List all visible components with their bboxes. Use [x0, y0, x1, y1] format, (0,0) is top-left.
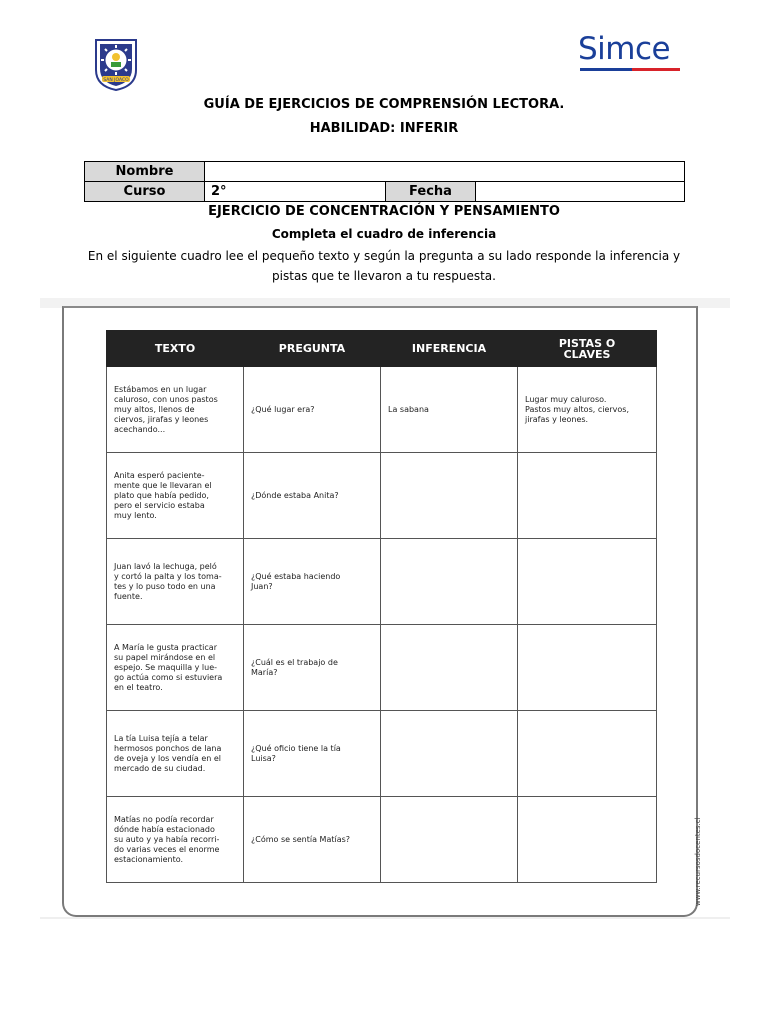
- pregunta-cell: ¿Cómo se sentía Matías?: [244, 797, 381, 883]
- pregunta-cell: ¿Cuál es el trabajo de María?: [244, 625, 381, 711]
- table-row: [107, 797, 657, 883]
- worksheet-shadow-bottom: [40, 917, 730, 919]
- inferencia-cell[interactable]: [381, 453, 518, 539]
- fecha-field[interactable]: [476, 182, 685, 202]
- curso-value: 2°: [205, 182, 386, 202]
- student-info-table: [84, 161, 685, 202]
- crest-text: SAN JOACO: [103, 78, 129, 83]
- header-pistas: PISTAS O CLAVES: [518, 331, 657, 367]
- pistas-cell[interactable]: [518, 453, 657, 539]
- header-inferencia: INFERENCIA: [381, 331, 518, 367]
- watermark-text: www.recursosdocentes.cl: [694, 817, 702, 906]
- exercise-subtitle: Completa el cuadro de inferencia: [271, 227, 497, 241]
- simce-logo-bar-blue: [580, 68, 632, 71]
- table-row: [107, 539, 657, 625]
- pistas-cell[interactable]: Lugar muy caluroso. Pastos muy altos, ciervos, jirafas y leones.: [518, 367, 657, 453]
- pregunta-cell: ¿Qué estaba haciendo Juan?: [244, 539, 381, 625]
- document-subtitle: HABILIDAD: INFERIR: [309, 121, 459, 136]
- texto-cell: Juan lavó la lechuga, peló y cortó la palta y los toma- tes y lo puso todo en una fuente.: [107, 539, 244, 625]
- header-pregunta: PREGUNTA: [244, 331, 381, 367]
- inferencia-cell[interactable]: [381, 625, 518, 711]
- inference-header-row: [107, 331, 657, 367]
- texto-cell: Estábamos en un lugar caluroso, con unos pastos muy altos, llenos de ciervos, jirafas y leones acechando...: [107, 367, 244, 453]
- inferencia-cell[interactable]: [381, 711, 518, 797]
- pistas-cell[interactable]: [518, 625, 657, 711]
- simce-logo-bar-red: [632, 68, 680, 71]
- watermark: [690, 816, 714, 908]
- inference-table: [106, 330, 657, 883]
- pistas-cell[interactable]: [518, 711, 657, 797]
- texto-cell: Matías no podía recordar dónde había estacionado su auto y ya había recorri- do varias veces el enorme estacionamiento.: [107, 797, 244, 883]
- inferencia-cell[interactable]: [381, 539, 518, 625]
- table-row: [107, 625, 657, 711]
- nombre-label: Nombre: [85, 162, 205, 182]
- pregunta-cell: ¿Qué lugar era?: [244, 367, 381, 453]
- nombre-field[interactable]: [205, 162, 685, 182]
- pregunta-cell: ¿Qué oficio tiene la tía Luisa?: [244, 711, 381, 797]
- exercise-instructions: En el siguiente cuadro lee el pequeño texto y según la pregunta a su lado responde la inferencia y pistas que te llevaron a tu respuesta.: [87, 249, 681, 283]
- simce-logo-text: Simce: [578, 31, 671, 67]
- inferencia-cell[interactable]: La sabana: [381, 367, 518, 453]
- simce-logo: [578, 30, 682, 76]
- exercise-title: EJERCICIO DE CONCENTRACIÓN Y PENSAMIENTO: [208, 204, 560, 219]
- pregunta-cell: ¿Dónde estaba Anita?: [244, 453, 381, 539]
- school-crest-logo: [92, 36, 140, 92]
- header-texto: TEXTO: [107, 331, 244, 367]
- document-title: GUÍA DE EJERCICIOS DE COMPRENSIÓN LECTORA.: [203, 97, 565, 112]
- texto-cell: La tía Luisa tejía a telar hermosos ponchos de lana de oveja y los vendía en el mercado de su ciudad.: [107, 711, 244, 797]
- pistas-cell[interactable]: [518, 797, 657, 883]
- texto-cell: Anita esperó paciente- mente que le llevaran el plato que había pedido, pero el servicio estaba muy lento.: [107, 453, 244, 539]
- pistas-cell[interactable]: [518, 539, 657, 625]
- table-row: [107, 453, 657, 539]
- table-row: [107, 367, 657, 453]
- fecha-label: Fecha: [386, 182, 476, 202]
- inferencia-cell[interactable]: [381, 797, 518, 883]
- curso-label: Curso: [85, 182, 205, 202]
- texto-cell: A María le gusta practicar su papel mirándose en el espejo. Se maquilla y lue- go actúa como si estuviera en el teatro.: [107, 625, 244, 711]
- table-row: [107, 711, 657, 797]
